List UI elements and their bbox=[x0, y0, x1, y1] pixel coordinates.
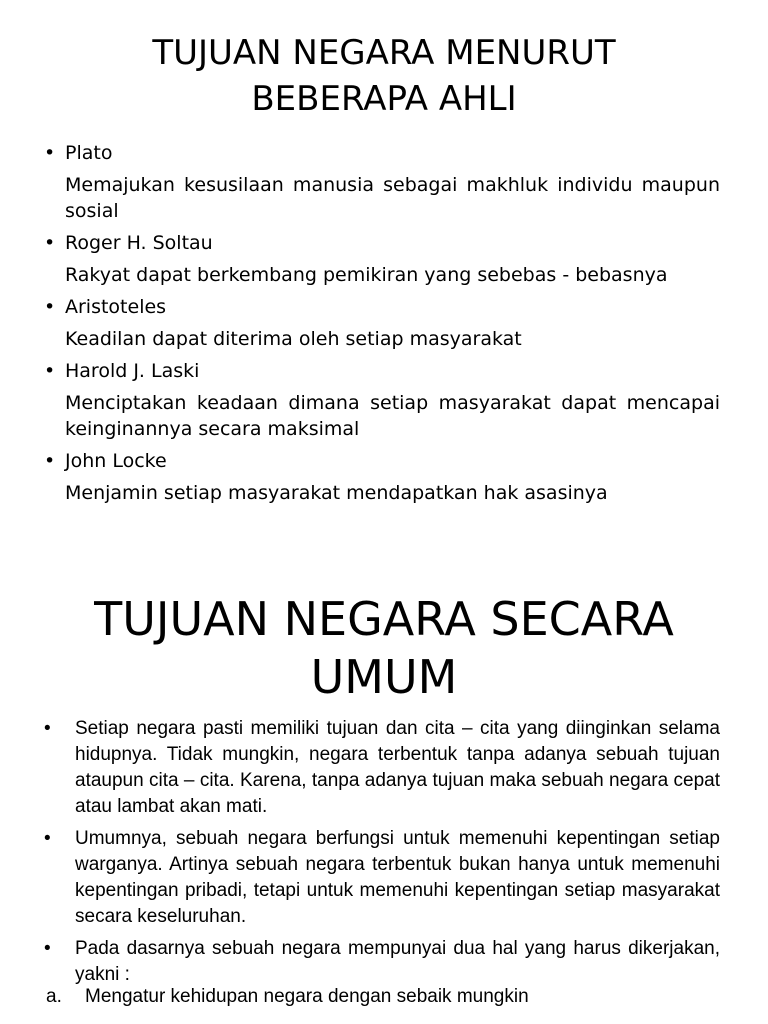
expert-description: Rakyat dapat berkembang pemikiran yang sebebas - bebasnya bbox=[65, 264, 668, 286]
bullet-icon: • bbox=[44, 718, 51, 739]
bullet-icon: • bbox=[44, 938, 51, 959]
bullet-icon: • bbox=[44, 296, 56, 318]
bullet-icon: • bbox=[44, 828, 51, 849]
bullet-icon: • bbox=[44, 450, 56, 472]
title-line-1: TUJUAN NEGARA MENURUT bbox=[152, 33, 616, 73]
expert-name: Plato bbox=[65, 142, 113, 164]
expert-item-john-locke bbox=[44, 448, 720, 506]
paragraph-list bbox=[44, 716, 720, 994]
title-line-2: BEBERAPA AHLI bbox=[251, 79, 517, 119]
expert-item-aristoteles bbox=[44, 294, 720, 352]
expert-name: Roger H. Soltau bbox=[65, 232, 213, 254]
lettered-list bbox=[44, 984, 720, 1010]
expert-item-plato bbox=[44, 140, 720, 224]
paragraph-item bbox=[44, 936, 720, 988]
title-line-2: UMUM bbox=[310, 650, 458, 704]
bullet-icon: • bbox=[44, 232, 56, 254]
slide-tujuan-umum bbox=[0, 560, 768, 1024]
expert-name: Aristoteles bbox=[65, 296, 167, 318]
lettered-item-a bbox=[44, 984, 720, 1010]
paragraph-text: Umumnya, sebuah negara berfungsi untuk memenuhi kepentingan setiap warganya. Artinya sebuah negara terbentuk bukan hanya untuk memenuhi kepentingan pribadi, tetapi untuk memenuhi kepentingan setiap masyarakat secara keseluruhan. bbox=[75, 828, 720, 927]
paragraph-text: Pada dasarnya sebuah negara mempunyai dua hal yang harus dikerjakan, yakni : bbox=[75, 938, 720, 985]
expert-description: Memajukan kesusilaan manusia sebagai makhluk individu maupun sosial bbox=[65, 174, 720, 222]
paragraph-item bbox=[44, 716, 720, 820]
lettered-item-text: Mengatur kehidupan negara dengan sebaik mungkin bbox=[85, 986, 529, 1007]
expert-description: Keadilan dapat diterima oleh setiap masyarakat bbox=[65, 328, 522, 350]
expert-item-harold-laski bbox=[44, 358, 720, 442]
bullet-icon: • bbox=[44, 360, 56, 382]
bullet-icon: • bbox=[44, 142, 56, 164]
list-marker: a. bbox=[46, 986, 62, 1007]
expert-list bbox=[44, 140, 720, 512]
expert-description: Menciptakan keadaan dimana setiap masyarakat dapat mencapai keinginannya secara maksimal bbox=[65, 392, 720, 440]
expert-item-roger-soltau bbox=[44, 230, 720, 288]
title-line-1: TUJUAN NEGARA SECARA bbox=[94, 592, 674, 646]
expert-name: John Locke bbox=[65, 450, 167, 472]
expert-name: Harold J. Laski bbox=[65, 360, 200, 382]
slide-title bbox=[40, 30, 728, 122]
expert-description: Menjamin setiap masyarakat mendapatkan hak asasinya bbox=[65, 482, 608, 504]
slide-title bbox=[30, 590, 738, 706]
paragraph-item bbox=[44, 826, 720, 930]
paragraph-text: Setiap negara pasti memiliki tujuan dan cita – cita yang diinginkan selama hidupnya. Tidak mungkin, negara terbentuk tanpa adanya sebuah tujuan ataupun cita – cita. Karena, tanpa adanya tujuan maka sebuah negara cepat atau lambat akan mati. bbox=[75, 718, 720, 817]
